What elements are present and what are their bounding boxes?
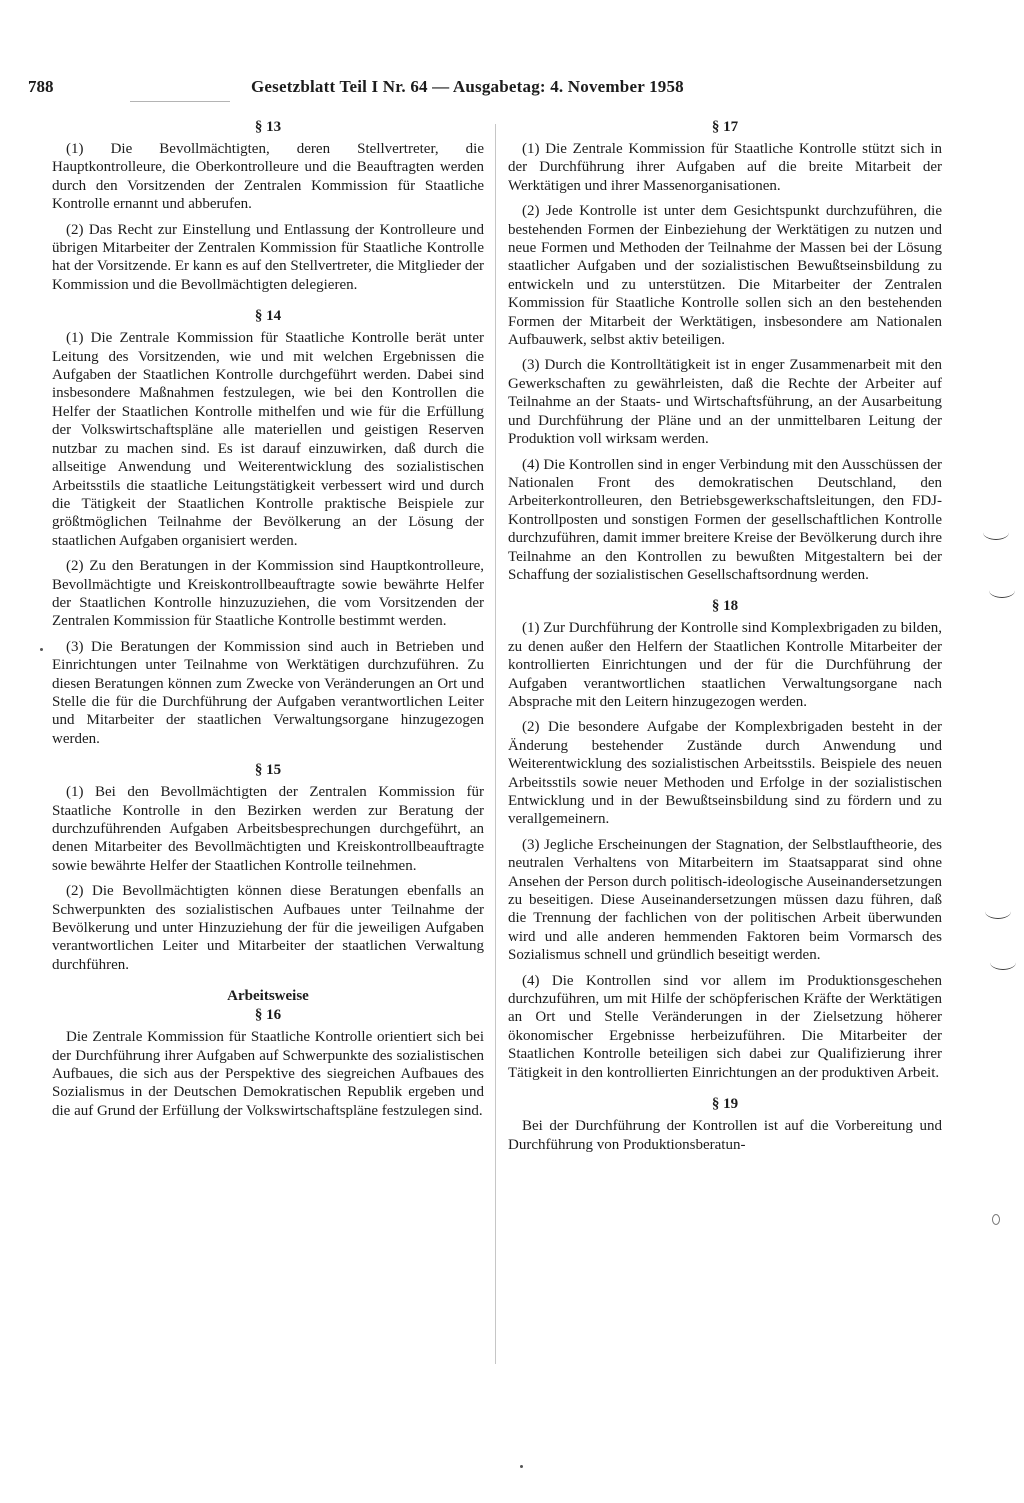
section-19 xyxy=(508,1095,942,1154)
section-16 xyxy=(52,987,484,1120)
paragraph: (3) Durch die Kontrolltätigkeit ist in enger Zusammenarbeit mit den Gewerkschaften zu gewährleisten, daß die Rechte der Arbeiter auf Teilnahme an der Staats- und Wirtschaftsführung, an der Ausarbeitung und Durchführung der Pläne und an der unmittelbaren Leitung der Produktion voll wirksam werden. xyxy=(508,357,942,448)
page-number: 788 xyxy=(28,77,54,96)
section-heading: § 19 xyxy=(711,1096,739,1113)
left-column xyxy=(52,118,484,1133)
section-heading: § 15 xyxy=(254,762,282,779)
paragraph: (3) Jegliche Erscheinungen der Stagnation, der Selbstlauftheorie, des neutralen Verhaltens von Mitarbeitern im Staatsapparat sind ohne Ansehen der Person durch politisch-ideologische Auseinandersetzungen zu beseitigen. Diese Auseinandersetzungen müssen dazu führen, daß die Trennung der fachlichen von der politischen Arbeit überwunden wird und alle anderen hemmenden Faktoren beim Vormarsch des Sozialismus schnell und gründlich beseitigt werden. xyxy=(508,836,942,964)
margin-mark xyxy=(990,955,1016,970)
running-head: Gesetzblatt Teil I Nr. 64 — Ausgabetag: 4. November 1958 xyxy=(251,77,684,96)
section-heading: § 13 xyxy=(254,119,282,135)
section-heading: § 16 xyxy=(254,1007,282,1024)
margin-mark xyxy=(989,583,1015,598)
paragraph: (2) Die besondere Aufgabe der Komplexbrigaden besteht in der Änderung bestehender Zustände durch Anwendung und Weiterentwicklung des sozialistischen Arbeitsstils. Beispiele des neuen Arbeitsstils sowie neuer Methoden und Erfolge in der sozialistischen Entwicklung und in der Bewußtseinsbildung sind zu fördern und zu verallgemeinern. xyxy=(508,719,942,828)
section-13 xyxy=(52,118,484,294)
margin-mark xyxy=(983,525,1009,540)
section-18 xyxy=(508,597,942,1082)
section-14 xyxy=(52,307,484,748)
paragraph: (1) Die Zentrale Kommission für Staatliche Kontrolle berät unter Leitung des Vorsitzenden, wie und mit welchen Ergebnissen die Aufgaben der Staatlichen Kontrolle durchgeführt werden. Dabei sind insbesondere Maßnahmen festzulegen, wie bei den Kontrollen die Helfer der Staatlichen Kontrolle mithelfen und wie für die Erfüllung der Volkswirtschaftspläne alle materiellen und geistigen Reserven nutzbar zu machen sind. Es ist darauf einzuwirken, daß durch die allseitige Anwendung und Weiterentwicklung des sozialistischen Arbeitsstils die staatliche Leitungstätigkeit verbessert wird und durch die Tätigkeit der Staatlichen Kontrolle praktische Beispiele zur größtmöglichen Teilnahme der Bevölkerung an der Lösung der staatlichen Aufgaben organisiert werden. xyxy=(52,330,484,549)
column-divider xyxy=(495,124,496,1364)
section-heading: § 18 xyxy=(711,598,739,615)
paragraph: (2) Jede Kontrolle ist unter dem Gesichtspunkt durchzuführen, die bestehenden Formen der Einbeziehung der Werktätigen zu nutzen und neue Formen und Methoden der Teilnahme der Massen bei der Lösung staatlicher Aufgaben und der sozialistischen Bewußtseinsbildung zu entwickeln und zu unterstützen. Die Mitarbeiter der Zentralen Kommission für Staatliche Kontrolle sollen sich an den bestehenden Formen der Mitarbeit der Werktätigen, insbesondere am Nationalen Aufbauwerk, selbst aktiv beteiligen. xyxy=(508,203,942,349)
section-heading: § 14 xyxy=(254,308,282,325)
speck xyxy=(520,1465,523,1468)
page-header xyxy=(28,73,968,103)
right-column xyxy=(508,118,942,1167)
speck xyxy=(40,648,43,651)
section-17 xyxy=(508,118,942,584)
section-caption: Arbeitsweise xyxy=(227,988,309,1005)
paragraph: (1) Die Zentrale Kommission für Staatliche Kontrolle stützt sich in der Durchführung ihrer Aufgaben auf die breite Mitarbeit der Werktätigen und ihrer Massenorganisationen. xyxy=(508,141,942,194)
paragraph: (4) Die Kontrollen sind vor allem im Produktionsgeschehen durchzuführen, um mit Hilfe der schöpferischen Kräfte der Werktätigen an Ort und Stelle Veränderungen in der Zielsetzung höherer ökonomischer Ergebnisse herbeizuführen. Die Mitarbeiter der Staatlichen Kontrolle beteiligen sich dabei zur Qualifizierung ihrer Tätigkeit in den kontrollierten Einrichtungen an der produktiven Arbeit. xyxy=(508,972,942,1081)
speck xyxy=(992,1214,1000,1225)
paragraph: (1) Zur Durchführung der Kontrolle sind Komplexbrigaden zu bilden, zu denen außer den Helfern der Staatlichen Kontrolle Mitarbeiter der kontrollierten Einrichtungen und der für die Durchführung der Aufgaben verantwortlichen staatlichen Verwaltungsorgane nach Absprache mit den Leitern hinzugezogen werden. xyxy=(508,620,942,710)
paragraph: (2) Das Recht zur Einstellung und Entlassung der Kontrolleure und übrigen Mitarbeiter der Zentralen Kommission für Staatliche Kontrolle hat der Vorsitzende. Er kann es auf den Stellvertreter, die Mitglieder der Kommission und die Bevollmächtigten delegieren. xyxy=(52,221,484,293)
paragraph: (2) Die Bevollmächtigten können diese Beratungen ebenfalls an Schwerpunkten des sozialistischen Aufbaues unter Teilnahme der Bevölkerung und unter Hinzuziehung der für die jeweiligen Aufgaben verantwortlichen Leiter und Mitarbeiter der staatlichen Verwaltung durchführen. xyxy=(52,883,484,973)
paragraph: (3) Die Beratungen der Kommission sind auch in Betrieben und Einrichtungen unter Teilnahme von Werktätigen durchzuführen. Zu diesen Beratungen können zum Zwecke von Veränderungen an Ort und Stelle die für die Durchführung der Aufgaben verantwortlichen Leiter und Mitarbeiter der staatlichen Verwaltungsorgane hinzugezogen werden. xyxy=(52,638,484,747)
paragraph: (1) Die Bevollmächtigten, deren Stellvertreter, die Hauptkontrolleure, die Oberkontrolleure und die Beauftragten werden durch den Vorsitzenden der Zentralen Kommission für Staatliche Kontrolle ernannt und abberufen. xyxy=(52,141,484,213)
section-heading: § 17 xyxy=(711,119,739,135)
header-rule xyxy=(130,101,230,102)
paragraph: Die Zentrale Kommission für Staatliche Kontrolle orientiert sich bei der Durchführung ihrer Aufgaben auf Schwerpunkte des sozialistischen Aufbaues, die sich aus der Perspektive des siegreichen Aufbaues des Sozialismus in der Deutschen Demokratischen Republik ergeben und die auf Grund der Erfüllung der Volkswirtschaftspläne festzulegen sind. xyxy=(52,1029,484,1119)
paragraph: (1) Bei den Bevollmächtigten der Zentralen Kommission für Staatliche Kontrolle in den Bezirken werden zur Beratung der durchzuführenden Aufgaben Arbeitsbesprechungen durchgeführt, an denen Mitarbeiter des Bevollmächtigten und Kreiskontrollbeauftragte sowie bewährte Helfer der Staatlichen Kontrolle teilnehmen. xyxy=(52,784,484,874)
paragraph: (4) Die Kontrollen sind in enger Verbindung mit den Ausschüssen der Nationalen Front des demokratischen Deutschland, den Arbeiterkontrolleuren, den Betriebsgewerkschaftsleitungen, den FDJ-Kontrollposten und sonstigen Formen der gesellschaftlichen Kontrolle durchzuführen, damit immer breitere Kreise der Bevölkerung durch ihre Teilnahme an den Kontrollen zu bewußten Mitgestaltern bei der Schaffung der sozialistischen Gesellschaftsordnung werden. xyxy=(508,456,942,583)
section-15 xyxy=(52,761,484,974)
paragraph: (2) Zu den Beratungen in der Kommission sind Hauptkontrolleure, Bevollmächtigte und Kreiskontrollbeauftragte sowie bewährte Helfer der Staatlichen Kontrolle hinzuzuziehen, die vom Vorsitzenden der Zentralen Kommission für Staatliche Kontrolle bestimmt werden. xyxy=(52,558,484,630)
margin-mark xyxy=(985,904,1011,919)
paragraph: Bei der Durchführung der Kontrollen ist auf die Vorbereitung und Durchführung von Produktionsberatun- xyxy=(508,1118,942,1153)
